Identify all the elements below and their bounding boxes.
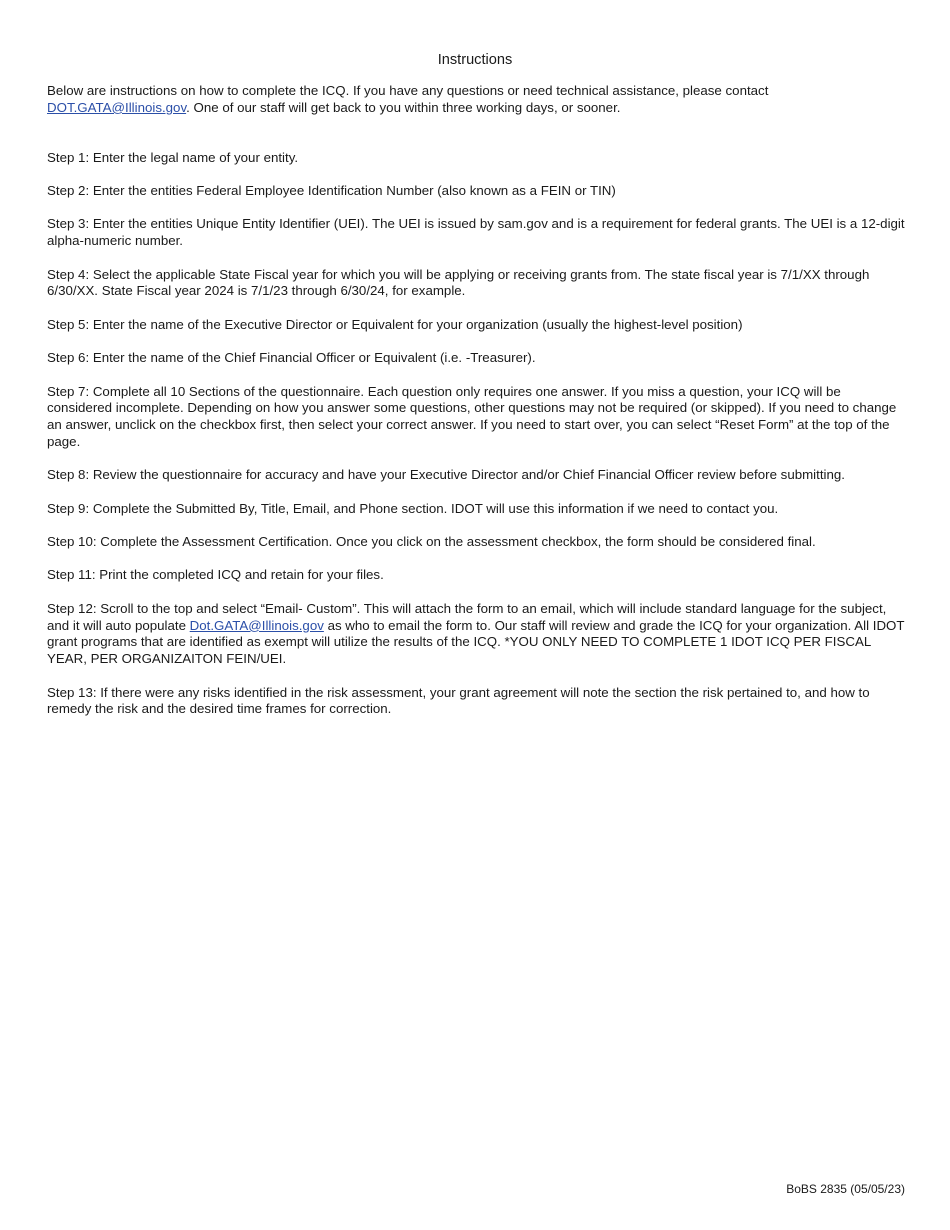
step-9: Step 9: Complete the Submitted By, Title, Email, and Phone section. IDOT will use this information if we need to contact you. <box>47 500 779 516</box>
step-4: Step 4: Select the applicable State Fiscal year for which you will be applying or receiving grants from. The state fiscal year is 7/1/XX through 6/30/XX. State Fiscal year 2024 is 7/1/23 through 6/30/24, for example. <box>47 266 870 299</box>
step-1: Step 1: Enter the legal name of your entity. <box>47 149 299 165</box>
step-2: Step 2: Enter the entities Federal Employee Identification Number (also known as a FEIN or TIN) <box>47 182 616 198</box>
form-number-footer: BoBS 2835 (05/05/23) <box>786 1182 905 1196</box>
intro-paragraph <box>47 83 907 117</box>
step-12-text-after: as who to email the form to. Our staff will review and grade the ICQ for your organization. All IDOT grant programs that are identified as exempt will utilize the results of the ICQ. *YOU ONLY NEED TO COMPLETE 1 IDOT ICQ PER FISCAL YEAR, PER ORGANIZAITON FEIN/UEI. <box>47 617 905 667</box>
submission-email-link[interactable]: Dot.GATA@Illinois.gov <box>189 617 324 633</box>
step-3: Step 3: Enter the entities Unique Entity Identifier (UEI). The UEI is issued by sam.gov and is a requirement for federal grants. The UEI is a 12-digit alpha-numeric number. <box>47 216 905 249</box>
intro-text-before: Below are instructions on how to complete the ICQ. If you have any questions or need technical assistance, please contact <box>47 83 769 98</box>
step-12-text-before: Step 12: Scroll to the top and select “Email- Custom”. This will attach the form to an email, which will include standard language for the subject, and it will auto populate <box>47 600 887 633</box>
step-12 <box>47 601 907 668</box>
step-13: Step 13: If there were any risks identified in the risk assessment, your grant agreement will note the section the risk pertained to, and how to remedy the risk and the desired time frames for correction. <box>47 684 870 717</box>
step-6: Step 6: Enter the name of the Chief Financial Officer or Equivalent (i.e. -Treasurer). <box>47 350 536 366</box>
step-7: Step 7: Complete all 10 Sections of the questionnaire. Each question only requires one answer. If you miss a question, your ICQ will be considered incomplete. Depending on how you answer some questions, other questions may not be required (or skipped). If you need to change an answer, unclick on the checkbox first, then select your correct answer. If you need to start over, you can select “Reset Form” at the top of the page. <box>47 383 897 449</box>
step-11: Step 11: Print the completed ICQ and retain for your files. <box>47 567 384 583</box>
page-title: Instructions <box>437 52 513 68</box>
instructions-body <box>47 83 907 735</box>
contact-email-link[interactable]: DOT.GATA@Illinois.gov <box>47 99 187 115</box>
step-10: Step 10: Complete the Assessment Certification. Once you click on the assessment checkbox, the form should be considered final. <box>47 534 816 550</box>
step-8: Step 8: Review the questionnaire for accuracy and have your Executive Director and/or Chief Financial Officer review before submitting. <box>47 467 845 483</box>
intro-text-after: . One of our staff will get back to you within three working days, or sooner. <box>186 99 621 115</box>
step-5: Step 5: Enter the name of the Executive Director or Equivalent for your organization (usually the highest-level position) <box>47 316 743 332</box>
